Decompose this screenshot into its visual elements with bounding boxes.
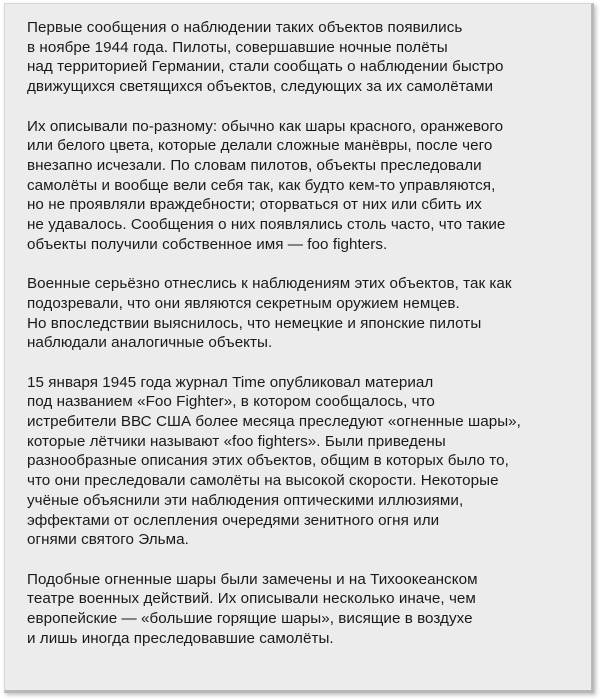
text-line: но не проявляли враждебности; оторваться от них или сбить их	[27, 196, 482, 214]
article-text	[27, 18, 587, 668]
text-line: и лишь иногда преследовавшие самолёты.	[27, 629, 334, 647]
text-line: Военные серьёзно отнеслись к наблюдениям этих объектов, так как	[27, 275, 512, 293]
text-line: разнообразные описания этих объектов, общим в которых было то,	[27, 452, 509, 470]
paragraph-5	[27, 570, 587, 649]
text-line: внезапно исчезали. По словам пилотов, объекты преследовали	[27, 156, 482, 174]
text-line: наблюдали аналогичные объекты.	[27, 334, 273, 352]
text-line: в ноябре 1944 года. Пилоты, совершавшие ночные полёты	[27, 38, 448, 56]
text-line: огнями святого Эльма.	[27, 531, 189, 549]
text-line: самолёты и вообще вели себя так, как будто кем-то управляются,	[27, 176, 496, 194]
paragraph-1	[27, 18, 587, 97]
text-line: Но впоследствии выяснилось, что немецкие и японские пилоты	[27, 314, 482, 332]
text-line: истребители ВВС США более месяца преследуют «огненные шары»,	[27, 413, 521, 431]
text-line: над территорией Германии, стали сообщать о наблюдении быстро	[27, 58, 504, 76]
paragraph-4	[27, 373, 587, 550]
text-line: учёные объяснили эти наблюдения оптическими иллюзиями,	[27, 491, 464, 509]
text-line: или белого цвета, которые делали сложные манёвры, после чего	[27, 137, 493, 155]
text-line: что они преследовали самолёты на высокой скорости. Некоторые	[27, 472, 499, 490]
text-line: подозревали, что они являются секретным оружием немцев.	[27, 294, 460, 312]
paragraph-2	[27, 117, 587, 255]
text-line: Первые сообщения о наблюдении таких объектов появились	[27, 19, 463, 36]
text-line: Подобные огненные шары были замечены и на Тихоокеанском	[27, 570, 478, 588]
paragraph-3	[27, 274, 587, 353]
text-line: под названием «Foo Fighter», в котором сообщалось, что	[27, 393, 435, 411]
text-line: эффектами от ослепления очередями зенитного огня или	[27, 511, 440, 529]
text-line: которые лётчики называют «foo fighters». Были приведены	[27, 432, 446, 450]
text-line: Их описывали по-разному: обычно как шары красного, оранжевого	[27, 117, 504, 135]
text-line: 15 января 1945 года журнал Time опубликовал материал	[27, 373, 434, 391]
text-line: движущихся светящихся объектов, следующих за их самолётами	[27, 78, 494, 96]
text-line: объекты получили собственное имя — foo fighters.	[27, 235, 388, 253]
text-line: европейские — «большие горящие шары», висящие в воздухе	[27, 610, 473, 628]
text-line: театре военных действий. Их описывали несколько иначе, чем	[27, 590, 476, 608]
text-line: не удавалось. Сообщения о них появлялись столь часто, что такие	[27, 216, 506, 234]
text-panel	[4, 3, 594, 693]
